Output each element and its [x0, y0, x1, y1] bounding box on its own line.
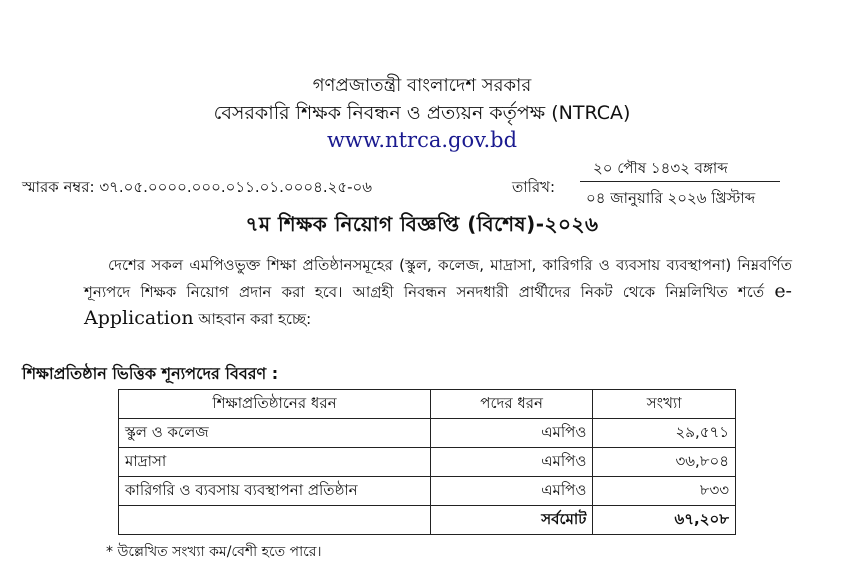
count-cell: ৮৩৩	[593, 477, 736, 506]
organization-name: বেসরকারি শিক্ষক নিবন্ধন ও প্রত্যয়ন কর্তৃপক্ষ (NTRCA)	[213, 102, 631, 124]
table-row	[119, 477, 736, 506]
table-row	[119, 448, 736, 477]
total-row	[119, 506, 736, 535]
post-type-cell: এমপিও	[430, 419, 592, 448]
post-type-cell: এমপিও	[430, 477, 592, 506]
institution-cell: মাদ্রাসা	[119, 448, 431, 477]
footnote: * উল্লেখিত সংখ্যা কম/বেশী হতে পারে।	[106, 544, 322, 560]
total-count: ৬৭,২০৮	[593, 506, 736, 535]
table-header-row	[119, 390, 736, 419]
column-header-post-type: পদের ধরন	[430, 390, 592, 419]
institution-cell: স্কুল ও কলেজ	[119, 419, 431, 448]
post-type-cell: এমপিও	[430, 448, 592, 477]
memo-number: স্মারক নম্বর: ৩৭.০৫.০০০০.০০০.০১১.০১.০০০৪.২৫-০৬	[22, 178, 373, 196]
column-header-institution: শিক্ষাপ্রতিষ্ঠানের ধরন	[119, 390, 431, 419]
date-bangla: ২০ পৌষ ১৪৩২ বঙ্গাব্দ	[593, 159, 728, 177]
date-gregorian: ০৪ জানুয়ারি ২০২৬ খ্রিস্টাব্দ	[586, 189, 756, 207]
institution-cell: কারিগরি ও ব্যবসায় ব্যবস্থাপনা প্রতিষ্ঠান	[119, 477, 431, 506]
total-blank-cell	[119, 506, 431, 535]
vacancy-heading: শিক্ষাপ্রতিষ্ঠান ভিত্তিক শূন্যপদের বিবরণ :	[22, 364, 279, 383]
table-row	[119, 419, 736, 448]
column-header-count: সংখ্যা	[593, 390, 736, 419]
notice-title: ৭ম শিক্ষক নিয়োগ বিজ্ঞপ্তি (বিশেষ)-২০২৬	[245, 212, 599, 236]
count-cell: ৩৬,৮০৪	[593, 448, 736, 477]
date-divider	[580, 181, 780, 182]
total-label: সর্বমোট	[430, 506, 592, 535]
count-cell: ২৯,৫৭১	[593, 419, 736, 448]
e-application-text: e-Application	[84, 280, 792, 329]
vacancy-table	[118, 389, 736, 535]
website-link[interactable]: www.ntrca.gov.bd	[326, 128, 518, 152]
paragraph-text-pre: দেশের সকল এমপিওভুক্ত শিক্ষা প্রতিষ্ঠানসমূহের (স্কুল, কলেজ, মাদ্রাসা, কারিগরি ও ব্যবসায় ব্যবস্থাপনা) নিম্নবর্ণিত শূন্যপদে শিক্ষক নিয়োগ প্রদান করা হবে। আগ্রহী নিবন্ধন সনদধারী প্রার্থীদের নিকট থেকে নিম্নলিখিত শর্তে	[84, 256, 792, 301]
paragraph-text-post: আহবান করা হচ্ছে:	[198, 310, 312, 328]
notice-paragraph	[84, 252, 792, 332]
date-label: তারিখ:	[512, 178, 556, 196]
government-name: গণপ্রজাতন্ত্রী বাংলাদেশ সরকার	[312, 75, 532, 96]
